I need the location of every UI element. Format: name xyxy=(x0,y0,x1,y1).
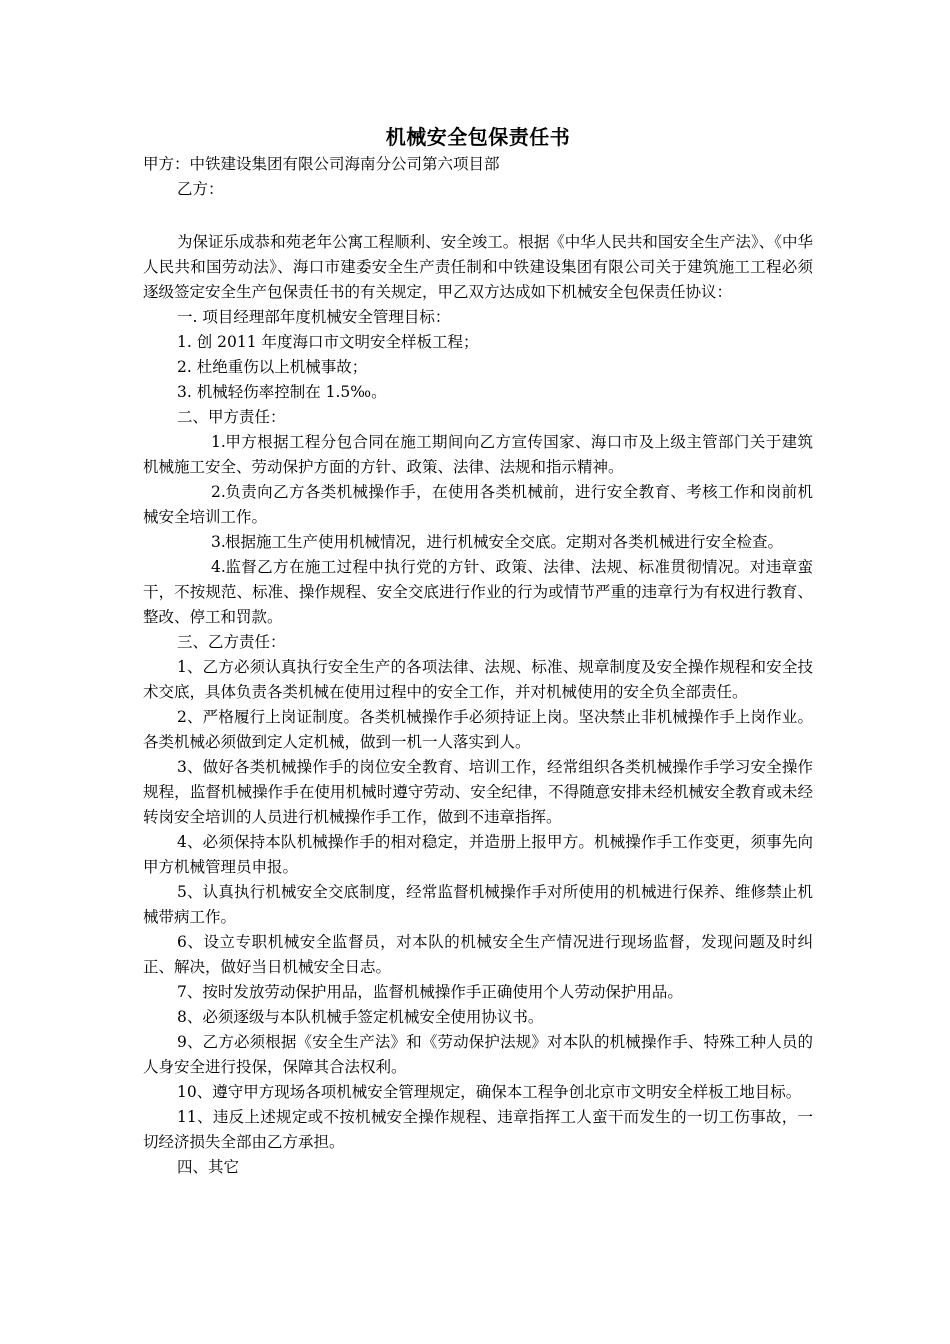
section3-item: 3、做好各类机械操作手的岗位安全教育、培训工作，经常组织各类机械操作手学习安全操作规程，监督机械操作手在使用机械时遵守劳动、安全纪律，不得随意安排未经机械安全教育或未经转岗安全培训的人员进行机械操作手工作，做到不违章指挥。 xyxy=(143,758,813,826)
section2-item xyxy=(143,530,813,555)
section2-item xyxy=(143,480,813,530)
document-title: 机械安全包保责任书 xyxy=(385,125,571,149)
item-text: 负责向乙方各类机械操作手，在使用各类机械前，进行安全教育、考核工作和岗前机械安全培训工作。 xyxy=(143,483,813,526)
item-text: 甲方根据工程分包合同在施工期间向乙方宣传国家、海口市及上级主管部门关于建筑机械施工安全、劳动保护方面的方针、政策、法律、法规和指示精神。 xyxy=(143,433,813,476)
section2-item xyxy=(143,430,813,480)
section1-item: 2. 杜绝重伤以上机械事故； xyxy=(177,358,368,376)
section3-item: 11、违反上述规定或不按机械安全操作规程、违章指挥工人蛮干而发生的一切工伤事故，一切经济损失全部由乙方承担。 xyxy=(143,1108,813,1151)
section3-item: 6、设立专职机械安全监督员，对本队的机械安全生产情况进行现场监督，发现问题及时纠正、解决，做好当日机械安全日志。 xyxy=(143,933,813,976)
item-text: 监督乙方在施工过程中执行党的方针、政策、法律、法规、标准贯彻情况。对违章蛮干，不按规范、标准、操作规程、安全交底进行作业的行为或情节严重的违章行为有权进行教育、整改、停工和罚款。 xyxy=(143,558,813,626)
section1-heading: 一. 项目经理部年度机械安全管理目标： xyxy=(177,308,451,326)
section3-item: 7、按时发放劳动保护用品，监督机械操作手正确使用个人劳动保护用品。 xyxy=(177,983,683,1001)
section3-heading: 三、乙方责任： xyxy=(177,633,286,651)
section3-item: 10、遵守甲方现场各项机械安全管理规定，确保本工程争创北京市文明安全样板工地目标。 xyxy=(177,1083,802,1101)
section1-item: 3. 机械轻伤率控制在 1.5‰。 xyxy=(177,383,387,401)
document-body xyxy=(143,122,813,1180)
item-number: 4. xyxy=(211,558,226,576)
section4-heading: 四、其它 xyxy=(177,1158,240,1176)
section3-item: 9、乙方必须根据《安全生产法》和《劳动保护法规》对本队的机械操作手、特殊工种人员的人身安全进行投保，保障其合法权利。 xyxy=(143,1033,813,1076)
item-text: 根据施工生产使用机械情况，进行机械安全交底。定期对各类机械进行安全检查。 xyxy=(225,533,784,551)
blank-line xyxy=(143,202,813,227)
item-number: 3. xyxy=(211,533,226,551)
item-number: 1. xyxy=(211,433,226,451)
intro-paragraph: 为保证乐成恭和苑老年公寓工程顺利、安全竣工。根据《中华人民共和国安全生产法》、《中华人民共和国劳动法》、海口市建委安全生产责任制和中铁建设集团有限公司关于建筑施工工程必须逐级签定安全生产包保责任书的有关规定，甲乙双方达成如下机械安全包保责任协议： xyxy=(143,233,813,301)
item-number: 2. xyxy=(211,483,226,501)
section3-item: 8、必须逐级与本队机械手签定机械安全使用协议书。 xyxy=(177,1008,544,1026)
section3-item: 2、严格履行上岗证制度。各类机械操作手必须持证上岗。坚决禁止非机械操作手上岗作业。各类机械必须做到定人定机械，做到一机一人落实到人。 xyxy=(143,708,813,751)
party-a-line: 甲方：中铁建设集团有限公司海南分公司第六项目部 xyxy=(143,155,500,173)
section3-item: 4、必须保持本队机械操作手的相对稳定，并造册上报甲方。机械操作手工作变更，须事先向甲方机械管理员申报。 xyxy=(143,833,813,876)
section2-item xyxy=(143,555,813,630)
section2-heading: 二、甲方责任： xyxy=(177,408,286,426)
section3-item: 1、乙方必须认真执行安全生产的各项法律、法规、标准、规章制度及安全操作规程和安全技术交底，具体负责各类机械在使用过程中的安全工作，并对机械使用的安全负全部责任。 xyxy=(143,658,813,701)
section1-item: 1. 创 2011 年度海口市文明安全样板工程； xyxy=(177,333,479,351)
section3-item: 5、认真执行机械安全交底制度，经常监督机械操作手对所使用的机械进行保养、维修禁止机械带病工作。 xyxy=(143,883,813,926)
party-b-line: 乙方： xyxy=(177,180,224,198)
